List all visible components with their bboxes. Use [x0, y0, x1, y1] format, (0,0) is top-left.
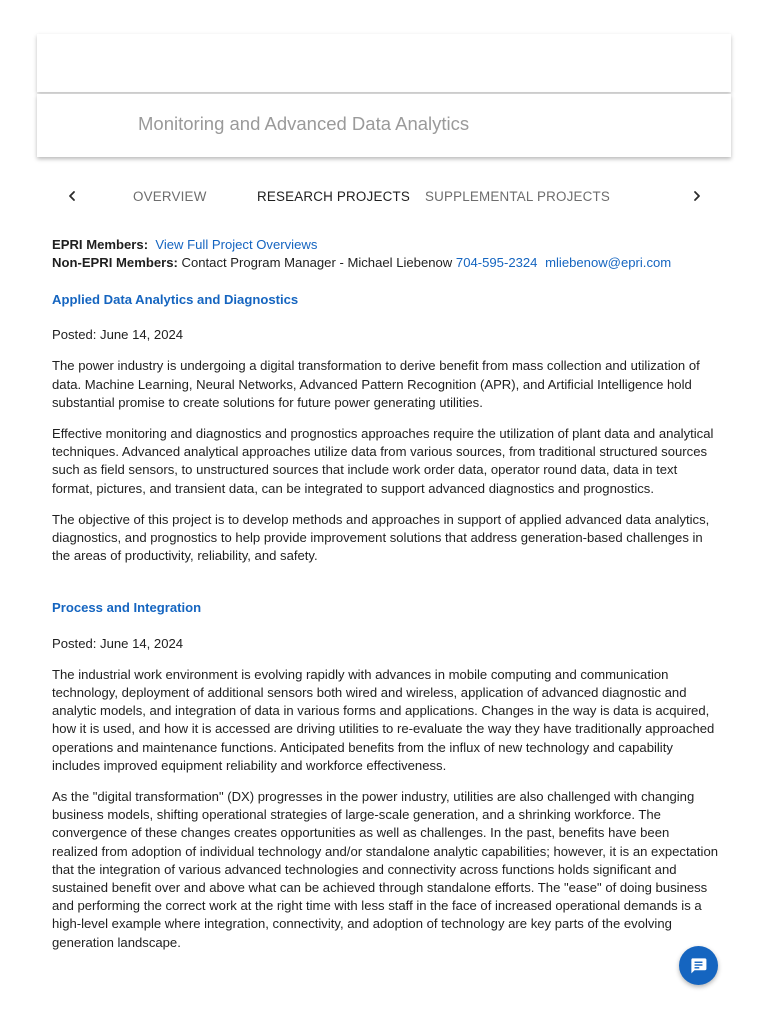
- project-paragraph: Effective monitoring and diagnostics and prognostics approaches require the utilization of plant data and analytical techniques. Advanced analytical approaches utilize data from various sources, from traditional structured sources such as field sensors, to unstructured sources that include work order data, operator round data, data in text format, pictures, and transient data, can be integrated to support advanced diagnostics and prognostics.: [52, 426, 714, 496]
- main-content: [52, 236, 718, 965]
- posted-date: Posted: June 14, 2024: [52, 327, 184, 343]
- chat-button[interactable]: [679, 946, 718, 985]
- phone-link[interactable]: 704-595-2324: [455, 255, 538, 270]
- view-full-project-overviews-link[interactable]: View Full Project Overviews: [155, 237, 318, 252]
- email-link[interactable]: mliebenow@epri.com: [545, 255, 672, 270]
- epri-members-line: [52, 236, 718, 254]
- non-epri-members-label: Non-EPRI Members:: [52, 255, 178, 270]
- project-title-process-and-integration[interactable]: Process and Integration: [52, 600, 202, 616]
- page-title: Monitoring and Advanced Data Analytics: [138, 113, 470, 134]
- top-header-bar: [37, 34, 731, 92]
- tab-supplemental-projects[interactable]: SUPPLEMENTAL PROJECTS: [425, 189, 611, 204]
- project-paragraph: The objective of this project is to develop methods and approaches in support of applied advanced data analytics, diagnostics, and prognostics to help provide improvement solutions that address generation-based challenges in the areas of productivity, reliability, and safety.: [52, 511, 710, 564]
- page-title-card: [37, 94, 731, 157]
- contact-program-manager-text: Contact Program Manager - Michael Liebenow: [181, 255, 453, 270]
- non-epri-members-line: [52, 254, 718, 272]
- tab-bar: [37, 176, 731, 218]
- project-paragraph: As the "digital transformation" (DX) progresses in the power industry, utilities are also challenged with changing business models, shifting operational strategies of large-scale generation, and a shrinking workforce. The convergence of these changes creates opportunities as well as challenges. In the past, benefits have been realized from adoption of individual technology and/or standalone analytic capabilities; however, it is an expectation that the integration of various advanced technologies and connectivity across functions holds significant and sustained benefit over and above what can be achieved through standalone efforts. The "ease" of doing business and performing the correct work at the right time with less staff in the face of increased operational demands is a high-level example where integration, connectivity, and adoption of technology are key parts of the evolving generation landscape.: [52, 789, 719, 950]
- chevron-right-icon[interactable]: [688, 187, 706, 205]
- tab-research-projects[interactable]: RESEARCH PROJECTS: [257, 189, 410, 204]
- chat-icon: [689, 956, 708, 975]
- tab-overview[interactable]: OVERVIEW: [133, 189, 207, 204]
- chevron-left-icon[interactable]: [63, 187, 81, 205]
- project-title-applied-data-analytics[interactable]: Applied Data Analytics and Diagnostics: [52, 292, 299, 307]
- epri-members-label: EPRI Members:: [52, 237, 149, 252]
- project-paragraph: The power industry is undergoing a digital transformation to derive benefit from mass collection and utilization of data. Machine Learning, Neural Networks, Advanced Pattern Recognition (APR), and Artificial Intelligence hold substantial promise to create solutions for future power generating utilities.: [52, 358, 700, 410]
- project-paragraph: The industrial work environment is evolving rapidly with advances in mobile computing and communication technology, deployment of additional sensors both wired and wireless, application of advanced diagnostic and analytic models, and integration of data in various forms and applications. Changes in the way is data is acquired, how it is used, and how it is accessed are driving utilities to re-evaluate the way they have traditionally approached operations and maintenance functions. Anticipated benefits from the influx of new technology and capability includes improved equipment reliability and workforce effectiveness.: [52, 666, 715, 773]
- posted-date: Posted: June 14, 2024: [52, 635, 184, 651]
